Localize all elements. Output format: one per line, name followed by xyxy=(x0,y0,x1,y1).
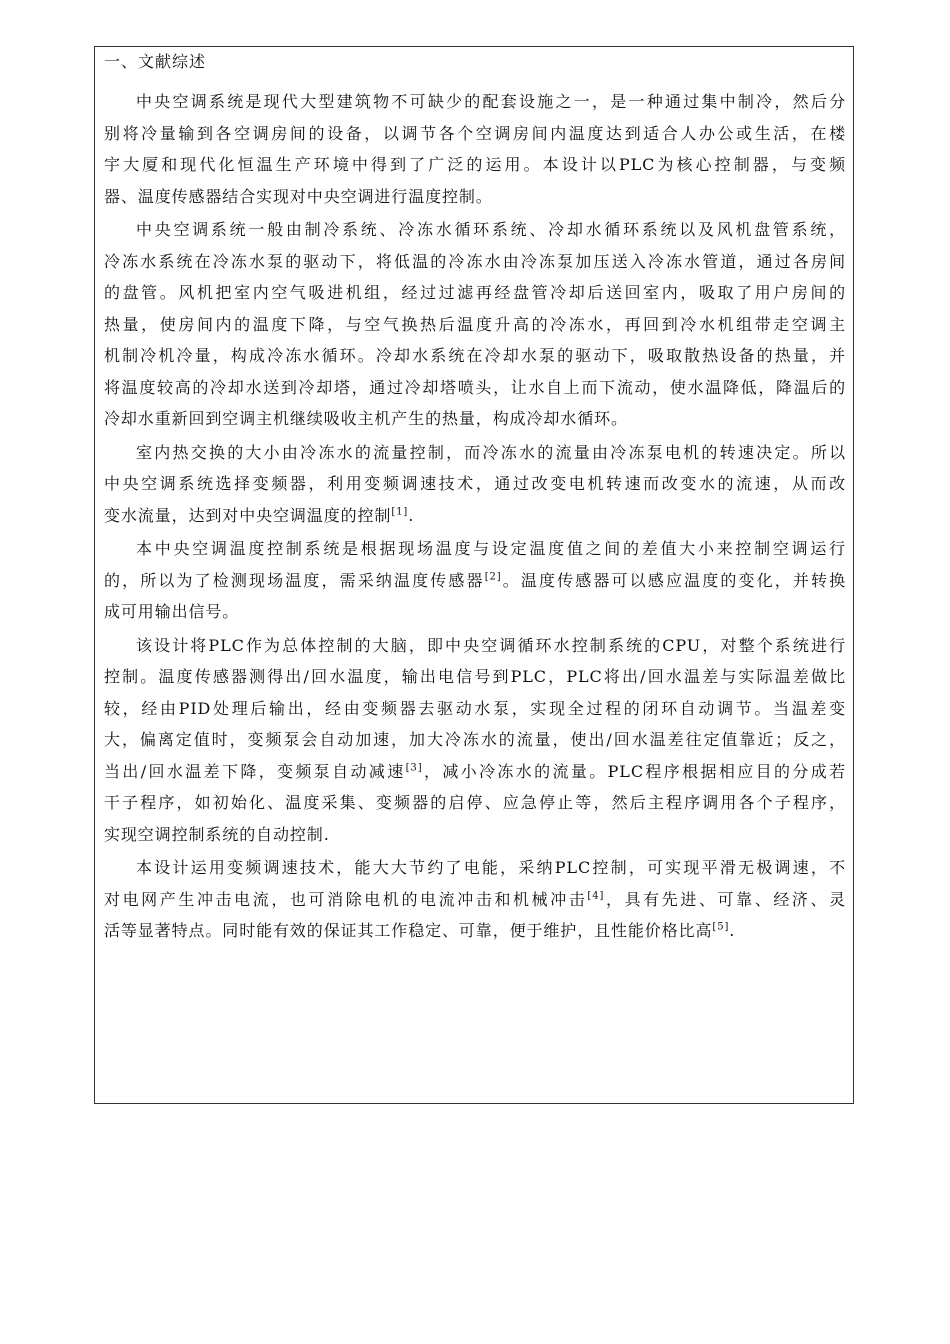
paragraph-line: 该设计将PLC作为总体控制的大脑，即中央空调循环水控制系统的CPU，对整个系统进行 xyxy=(136,635,846,655)
paragraph-line: 大，偏离定值时，变频泵会自动加速，加大冷冻水的流量，使出/回水温差往定值靠近；反之， xyxy=(104,730,846,749)
paragraph-line-continuation: ，减小冷冻水的流量。PLC程序根据相应目的分成若 xyxy=(422,761,846,781)
paragraph-line: 宇大厦和现代化恒温生产环境中得到了广泛的运用。本设计以PLC为核心控制器，与变频 xyxy=(104,155,846,174)
paragraph-tail: . xyxy=(729,921,736,940)
citation-marker: [5] xyxy=(712,921,730,933)
citation-marker: [2] xyxy=(484,571,502,583)
paragraph-4 xyxy=(104,533,846,628)
body-text xyxy=(104,86,846,949)
paragraph-line-with-citation xyxy=(104,565,846,597)
paragraph-line-with-citation xyxy=(104,756,846,788)
paragraph-line-continuation: ，具有先进、可靠、经济、灵 xyxy=(604,889,847,909)
paragraph-line: 的盘管。风机把室内空气吸进机组，经过过滤再经盘管冷却后送回室内，吸取了用户房间的 xyxy=(104,283,846,302)
paragraph-line: 冷却水重新回到空调主机继续吸收主机产生的热量，构成冷却水循环。 xyxy=(104,409,628,428)
paragraph-line: 冷冻水系统在冷冻水泵的驱动下，将低温的冷冻水由冷冻泵加压送入冷冻水管道，通过各房间 xyxy=(104,251,846,271)
paragraph-5 xyxy=(104,630,846,851)
paragraph-line: 干子程序，如初始化、温度采集、变频器的启停、应急停止等，然后主程序调用各个子程序， xyxy=(104,793,846,812)
paragraph-line: 别将冷量输到各空调房间的设备，以调节各个空调房间内温度达到适合人办公或生活，在楼 xyxy=(104,123,846,143)
paragraph-line: 控制。温度传感器测得出/回水温度，输出电信号到PLC，PLC将出/回水温差与实际温差做比 xyxy=(104,667,846,686)
paragraph-line: 活等显著特点。同时能有效的保证其工作稳定、可靠，便于维护，且性能价格比高 xyxy=(104,921,713,940)
paragraph-line: 中央空调系统一般由制冷系统、冷冻水循环系统、冷却水循环系统以及风机盘管系统， xyxy=(136,220,846,239)
paragraph-line: 机制冷机冷量，构成冷冻水循环。冷却水系统在冷却水泵的驱动下，吸取散热设备的热量，并 xyxy=(104,346,846,365)
paragraph-line-with-citation xyxy=(104,915,846,947)
paragraph-line: 中央空调系统是现代大型建筑物不可缺少的配套设施之一，是一种通过集中制冷，然后分 xyxy=(136,92,846,111)
paragraph-line-with-citation xyxy=(104,500,846,532)
paragraph-line: 本设计运用变频调速技术，能大大节约了电能，采纳PLC控制，可实现平滑无极调速，不 xyxy=(136,858,846,877)
paragraph-line: 室内热交换的大小由冷冻水的流量控制，而冷冻水的流量由冷冻泵电机的转速决定。所以 xyxy=(136,442,846,462)
paragraph-line: 当出/回水温差下降，变频泵自动减速 xyxy=(104,761,406,781)
paragraph-line: 变水流量，达到对中央空调温度的控制 xyxy=(104,505,392,525)
paragraph-line-with-citation xyxy=(104,884,846,916)
paragraph-line-continuation: 。温度传感器可以感应温度的变化，并转换 xyxy=(501,570,846,590)
paragraph-line: 的，所以为了检测现场温度，需采纳温度传感器 xyxy=(104,570,485,590)
paragraph-1 xyxy=(104,86,846,212)
paragraph-line: 较，经由PID处理后输出，经由变频器去驱动水泵，实现全过程的闭环自动调节。当温差变 xyxy=(104,698,846,718)
paragraph-line: 本中央空调温度控制系统是根据现场温度与设定温度值之间的差值大小来控制空调运行 xyxy=(136,539,846,558)
paragraph-6 xyxy=(104,852,846,947)
paragraph-3 xyxy=(104,437,846,532)
paragraph-line: 将温度较高的冷却水送到冷却塔，通过冷却塔喷头，让水自上而下流动，使水温降低，降温后的 xyxy=(104,377,846,397)
section-heading: 一、文献综述 xyxy=(104,52,207,71)
paragraph-line: 热量，使房间内的温度下降，与空气换热后温度升高的冷冻水，再回到冷水机组带走空调主 xyxy=(104,314,846,334)
paragraph-line: 对电网产生冲击电流，也可消除电机的电流冲击和机械冲击 xyxy=(104,889,588,909)
citation-marker: [3] xyxy=(405,762,423,774)
paragraph-line: 实现空调控制系统的自动控制. xyxy=(104,824,330,844)
paragraph-tail: . xyxy=(408,505,415,525)
citation-marker: [4] xyxy=(587,890,605,902)
paragraph-2 xyxy=(104,214,846,435)
citation-marker: [1] xyxy=(391,506,409,518)
paragraph-line: 中央空调系统选择变频器，利用变频调速技术，通过改变电机转速而改变水的流速，从而改 xyxy=(104,474,846,493)
paragraph-line: 成可用输出信号。 xyxy=(104,602,240,621)
paragraph-line: 器、温度传感器结合实现对中央空调进行温度控制。 xyxy=(104,186,493,206)
